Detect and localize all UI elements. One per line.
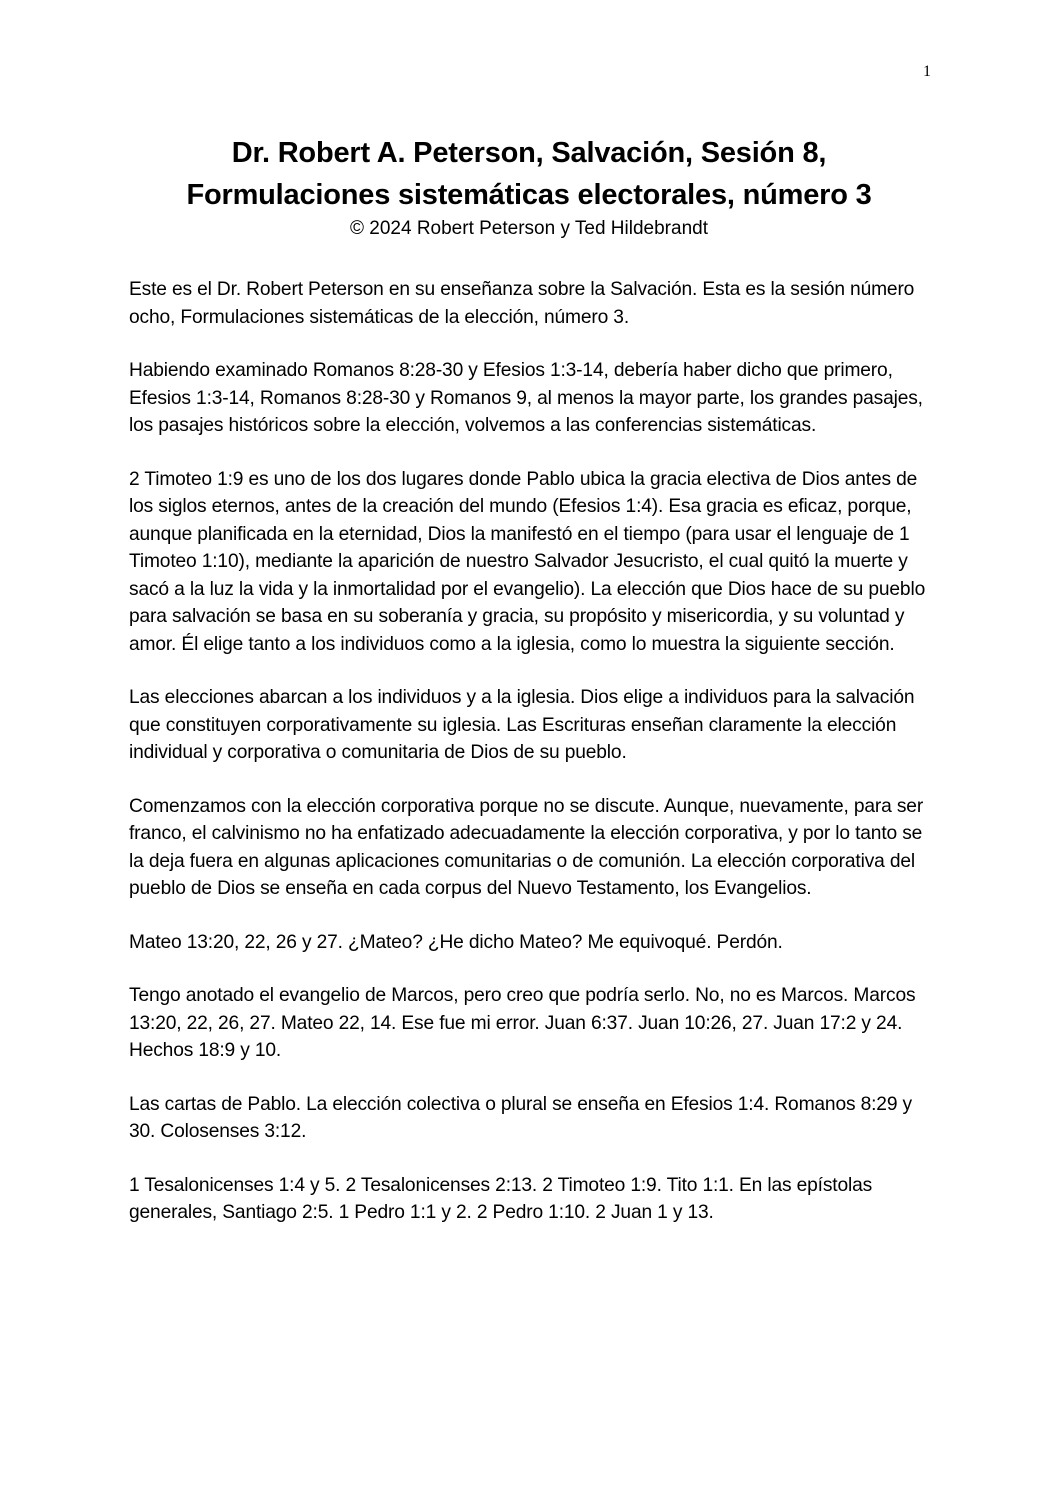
page-number: 1 (923, 63, 931, 80)
title-line-2: Formulaciones sistemáticas electorales, número 3 (186, 179, 872, 211)
paragraph: Comenzamos con la elección corporativa porque no se discute. Aunque, nuevamente, para ser franco, el calvinismo no ha enfatizado adecuadamente la elección corporativa, y por lo tanto se la deja fuera en algunas aplicaciones comunitarias o de comunión. La elección corporativa del pueblo de Dios se enseña en cada corpus del Nuevo Testamento, los Evangelios. (129, 795, 924, 899)
document-title (100, 132, 958, 216)
paragraph: Este es el Dr. Robert Peterson en su enseñanza sobre la Salvación. Esta es la sesión número ocho, Formulaciones sistemáticas de la elección, número 3. (129, 279, 915, 328)
copyright-line: © 2024 Robert Peterson y Ted Hildebrandt (350, 218, 708, 239)
paragraph: Las elecciones abarcan a los individuos y a la iglesia. Dios elige a individuos para la salvación que constituyen corporativamente su iglesia. Las Escrituras enseñan claramente la elección individual y corporativa o comunitaria de Dios de su pueblo. (129, 687, 915, 763)
paragraph: Mateo 13:20, 22, 26 y 27. ¿Mateo? ¿He dicho Mateo? Me equivoqué. Perdón. (129, 931, 783, 953)
document-header (100, 132, 958, 242)
paragraph: Tengo anotado el evangelio de Marcos, pero creo que podría serlo. No, no es Marcos. Marcos 13:20, 22, 26, 27. Mateo 22, 14. Ese fue mi error. Juan 6:37. Juan 10:26, 27. Juan 17:2 y 24. Hechos 18:9 y 10. (129, 985, 916, 1061)
paragraph: 2 Timoteo 1:9 es uno de los dos lugares donde Pablo ubica la gracia electiva de Dios antes de los siglos eternos, antes de la creación del mundo (Efesios 1:4). Esa gracia es eficaz, porque, aunque planificada en la eternidad, Dios la manifestó en el tiempo (para usar el lenguaje de 1 Timoteo 1:10), mediante la aparición de nuestro Salvador Jesucristo, el cual quitó la muerte y sacó a la luz la vida y la inmortalidad por el evangelio). La elección que Dios hace de su pueblo para salvación se basa en su soberanía y gracia, su propósito y misericordia, y su voluntad y amor. Él elige tanto a los individuos como a la iglesia, como lo muestra la siguiente sección. (129, 468, 926, 655)
title-line-1: Dr. Robert A. Peterson, Salvación, Sesión 8, (231, 137, 827, 169)
paragraph: Las cartas de Pablo. La elección colectiva o plural se enseña en Efesios 1:4. Romanos 8:29 y 30. Colosenses 3:12. (129, 1093, 912, 1142)
paragraph: Habiendo examinado Romanos 8:28-30 y Efesios 1:3-14, debería haber dicho que primero, Efesios 1:3-14, Romanos 8:28-30 y Romanos 9, al menos la mayor parte, los grandes pasajes, los pasajes históricos sobre la elección, volvemos a las conferencias sistemáticas. (129, 360, 923, 436)
document-body (129, 276, 929, 1253)
paragraph: 1 Tesalonicenses 1:4 y 5. 2 Tesalonicenses 2:13. 2 Timoteo 1:9. Tito 1:1. En las epístolas generales, Santiago 2:5. 1 Pedro 1:1 y 2. 2 Pedro 1:10. 2 Juan 1 y 13. (129, 1174, 873, 1223)
